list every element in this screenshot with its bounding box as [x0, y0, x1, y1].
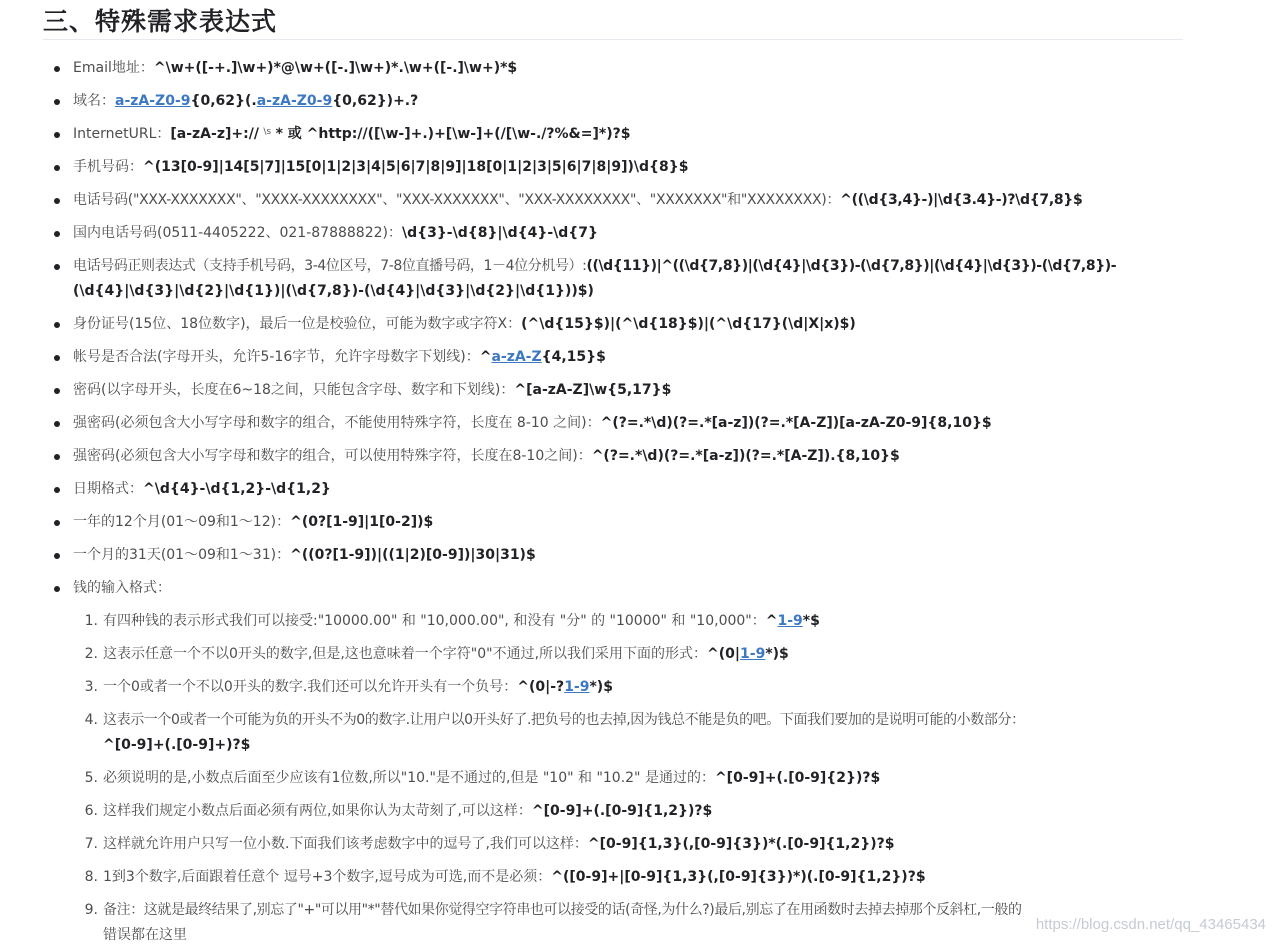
ordered-number: 5.: [84, 770, 98, 786]
item-label: 备注：这就是最终结果了,别忘了"+"可以用"*"替代如果你觉得空字符串也可以接受的话(奇怪,为什么?)最后,别忘了在用函数时去掉去掉那个反斜杠,一般的: [103, 902, 1022, 918]
item-label: 强密码(必须包含大小写字母和数字的组合，可以使用特殊字符，长度在8-10之间)：: [73, 448, 592, 464]
item-label: 电话号码("XXX-XXXXXXX"、"XXXX-XXXXXXXX"、"XXX-XXXXXXX"、"XXX-XXXXXXXX"、"XXXXXXX"和"XXXXXXXX)：: [73, 192, 841, 208]
bullet-dot: [54, 132, 60, 138]
bullet-dot: [54, 520, 60, 526]
regex-text: * 或 ^http://([\w-]+.)+[\w-]+(/[\w-./?%&=]*)?$: [275, 126, 631, 142]
item-label: Email地址：: [73, 60, 154, 76]
item-label: 钱的输入格式：: [73, 580, 171, 596]
list-item-phone: [73, 188, 1193, 213]
item-label: 域名：: [73, 93, 115, 109]
regex-text: [a-zA-z]+://: [170, 126, 259, 142]
regex-text: *)$: [589, 679, 613, 695]
regex-password: ^[a-zA-Z]\w{5,17}$: [514, 382, 672, 398]
money-item: [103, 865, 1183, 890]
regex-text: ^[0-9]+(.[0-9]{1,2})?$: [531, 803, 713, 819]
regex-day: ^((0?[1-9])|((1|2)[0-9])|30|31)$: [290, 547, 536, 563]
ordered-number: 4.: [84, 712, 98, 728]
bullet-dot: [54, 66, 60, 72]
list-item-url: [73, 122, 1193, 147]
item-label: 日期格式：: [73, 481, 143, 497]
regex-date: ^\d{4}-\d{1,2}-\d{1,2}: [143, 481, 331, 497]
item-label: 身份证号(15位、18位数字)，最后一位是校验位，可能为数字或字符X：: [73, 316, 522, 332]
ordered-number: 1.: [84, 613, 98, 629]
bullet-dot: [54, 487, 60, 493]
bullet-dot: [54, 198, 60, 204]
regex-strong-password-1: ^(?=.*\d)(?=.*[a-z])(?=.*[A-Z])[a-zA-Z0-9]{8,10}$: [600, 415, 992, 431]
list-item-domestic-phone: [73, 221, 1193, 246]
regex-link[interactable]: a-zA-Z0-9: [115, 93, 191, 109]
item-label: 强密码(必须包含大小写字母和数字的组合，不能使用特殊字符，长度在 8-10 之间)：: [73, 415, 601, 431]
regex-phone-full-cont: (\d{4}|\d{3}|\d{2}|\d{1})|(\d{7,8})-(\d{4}|\d{3}|\d{2}|\d{1}))$): [73, 283, 594, 299]
regex-text: ^(0|-?: [517, 679, 565, 695]
regex-phone-full: ((\d{11})|^((\d{7,8})|(\d{4}|\d{3})-(\d{7,8})|(\d{4}|\d{3})-(\d{7,8})-: [586, 258, 1117, 274]
regex-month: ^(0?[1-9]|1[0-2])$: [290, 514, 434, 530]
list-item-strong-password-1: [73, 411, 1193, 436]
money-item: [103, 675, 1183, 700]
item-label: 国内电话号码(0511-4405222、021-87888822)：: [73, 225, 402, 241]
bullet-dot: [54, 99, 60, 105]
regex-text: ^[0-9]+(.[0-9]{2})?$: [714, 770, 881, 786]
regex-link[interactable]: 1-9: [777, 613, 803, 629]
bullet-dot: [54, 322, 60, 328]
bullet-dot: [54, 264, 60, 270]
item-label: InternetURL：: [73, 126, 171, 142]
regex-text: ^([0-9]+|[0-9]{1,3}(,[0-9]{3})*)(.[0-9]{1,2})?$: [551, 869, 926, 885]
ordered-number: 6.: [84, 803, 98, 819]
regex-link[interactable]: 1-9: [564, 679, 590, 695]
item-label: 必须说明的是,小数点后面至少应该有1位数,所以"10."是不通过的,但是 "10" 和 "10.2" 是通过的：: [103, 770, 715, 786]
bullet-dot: [54, 553, 60, 559]
list-item-money: [73, 576, 1193, 601]
bullet-dot: [54, 355, 60, 361]
whitespace-token: \s: [263, 127, 272, 137]
item-label: 错误都在这里: [103, 927, 187, 943]
regex-id-card: (^\d{15}$)|(^\d{18}$)|(^\d{17}(\d|X|x)$): [521, 316, 856, 332]
regex-link[interactable]: a-zA-Z0-9: [256, 93, 333, 109]
list-item-mobile: [73, 155, 1193, 180]
item-label: 这表示任意一个不以0开头的数字,但是,这也意味着一个字符"0"不通过,所以我们采用下面的形式：: [103, 646, 708, 662]
item-label: 这样我们规定小数点后面必须有两位,如果你认为太苛刻了,可以这样：: [103, 803, 532, 819]
money-item: [103, 708, 1183, 733]
item-label: 一个月的31天(01～09和1～31)：: [73, 547, 291, 563]
money-item-cont: [103, 733, 1183, 758]
list-item-date: [73, 477, 1193, 502]
regex-strong-password-2: ^(?=.*\d)(?=.*[a-z])(?=.*[A-Z]).{8,10}$: [591, 448, 900, 464]
item-label: 一个0或者一个不以0开头的数字.我们还可以允许开头有一个负号：: [103, 679, 518, 695]
ordered-number: 2.: [84, 646, 98, 662]
regex-text: ^: [479, 349, 492, 365]
regex-phone: ^((\d{3,4}-)|\d{3.4}-)?\d{7,8}$: [840, 192, 1083, 208]
bullet-dot: [54, 421, 60, 427]
regex-text: ^: [765, 613, 778, 629]
ordered-number: 3.: [84, 679, 98, 695]
regex-domestic-phone: \d{3}-\d{8}|\d{4}-\d{7}: [402, 225, 598, 241]
item-label: 1到3个数字,后面跟着任意个 逗号+3个数字,逗号成为可选,而不是必须：: [103, 869, 552, 885]
money-item: [103, 898, 1183, 923]
regex-text: {0,62})+.?: [332, 93, 419, 109]
item-label: 密码(以字母开头，长度在6~18之间，只能包含字母、数字和下划线)：: [73, 382, 515, 398]
regex-text: *)$: [765, 646, 789, 662]
bullet-dot: [54, 165, 60, 171]
money-item-cont: [103, 923, 1183, 948]
money-item: [103, 832, 1183, 857]
list-item-phone-regex-cont: [73, 279, 1193, 304]
bullet-dot: [54, 454, 60, 460]
regex-email: ^\w+([-+.]\w+)*@\w+([-.]\w+)*.\w+([-.]\w+)*$: [153, 60, 518, 76]
ordered-number: 7.: [84, 836, 98, 852]
list-item-id-card: [73, 312, 1193, 337]
list-item-account: [73, 345, 1193, 370]
list-item-domain: [73, 89, 1193, 114]
regex-link[interactable]: 1-9: [740, 646, 766, 662]
regex-text: ^(0|: [707, 646, 741, 662]
regex-text: {4,15}$: [541, 349, 606, 365]
list-item-day: [73, 543, 1193, 568]
regex-text: ^[0-9]{1,3}(,[0-9]{3})*(.[0-9]{1,2})?$: [587, 836, 895, 852]
money-item: [103, 799, 1183, 824]
regex-mobile: ^(13[0-9]|14[5|7]|15[0|1|2|3|4|5|6|7|8|9]|18[0|1|2|3|5|6|7|8|9])\d{8}$: [143, 159, 689, 175]
money-item: [103, 766, 1183, 791]
ordered-number: 9.: [84, 902, 98, 918]
bullet-dot: [54, 388, 60, 394]
list-item-phone-regex: [73, 254, 1193, 279]
section-heading: 三、特殊需求表达式: [43, 4, 1183, 40]
bullet-dot: [54, 586, 60, 592]
list-item-email: [73, 56, 1193, 81]
ordered-number: 8.: [84, 869, 98, 885]
regex-text: {0,62}(.: [190, 93, 257, 109]
list-item-password: [73, 378, 1193, 403]
item-label: 有四种钱的表示形式我们可以接受:"10000.00" 和 "10,000.00", 和没有 "分" 的 "10000" 和 "10,000"：: [103, 613, 766, 629]
bullet-dot: [54, 231, 60, 237]
list-item-strong-password-2: [73, 444, 1193, 469]
item-label: 手机号码：: [73, 159, 143, 175]
list-item-month: [73, 510, 1193, 535]
money-item: [103, 609, 1183, 634]
watermark: https://blog.csdn.net/qq_43465434: [1035, 916, 1266, 933]
item-label: 这表示一个0或者一个可能为负的开头不为0的数字.让用户以0开头好了.把负号的也去掉,因为钱总不能是负的吧。下面我们要加的是说明可能的小数部分：: [103, 712, 1025, 728]
money-item: [103, 642, 1183, 667]
regex-text: *$: [802, 613, 820, 629]
item-label: 电话号码正则表达式（支持手机号码，3-4位区号，7-8位直播号码，1－4位分机号）:: [73, 258, 587, 274]
item-label: 这样就允许用户只写一位小数.下面我们该考虑数字中的逗号了,我们可以这样：: [103, 836, 588, 852]
regex-link[interactable]: a-zA-Z: [491, 349, 542, 365]
regex-text: ^[0-9]+(.[0-9]+)?$: [103, 737, 251, 753]
item-label: 一年的12个月(01～09和1～12)：: [73, 514, 291, 530]
item-label: 帐号是否合法(字母开头，允许5-16字节，允许字母数字下划线)：: [73, 349, 480, 365]
